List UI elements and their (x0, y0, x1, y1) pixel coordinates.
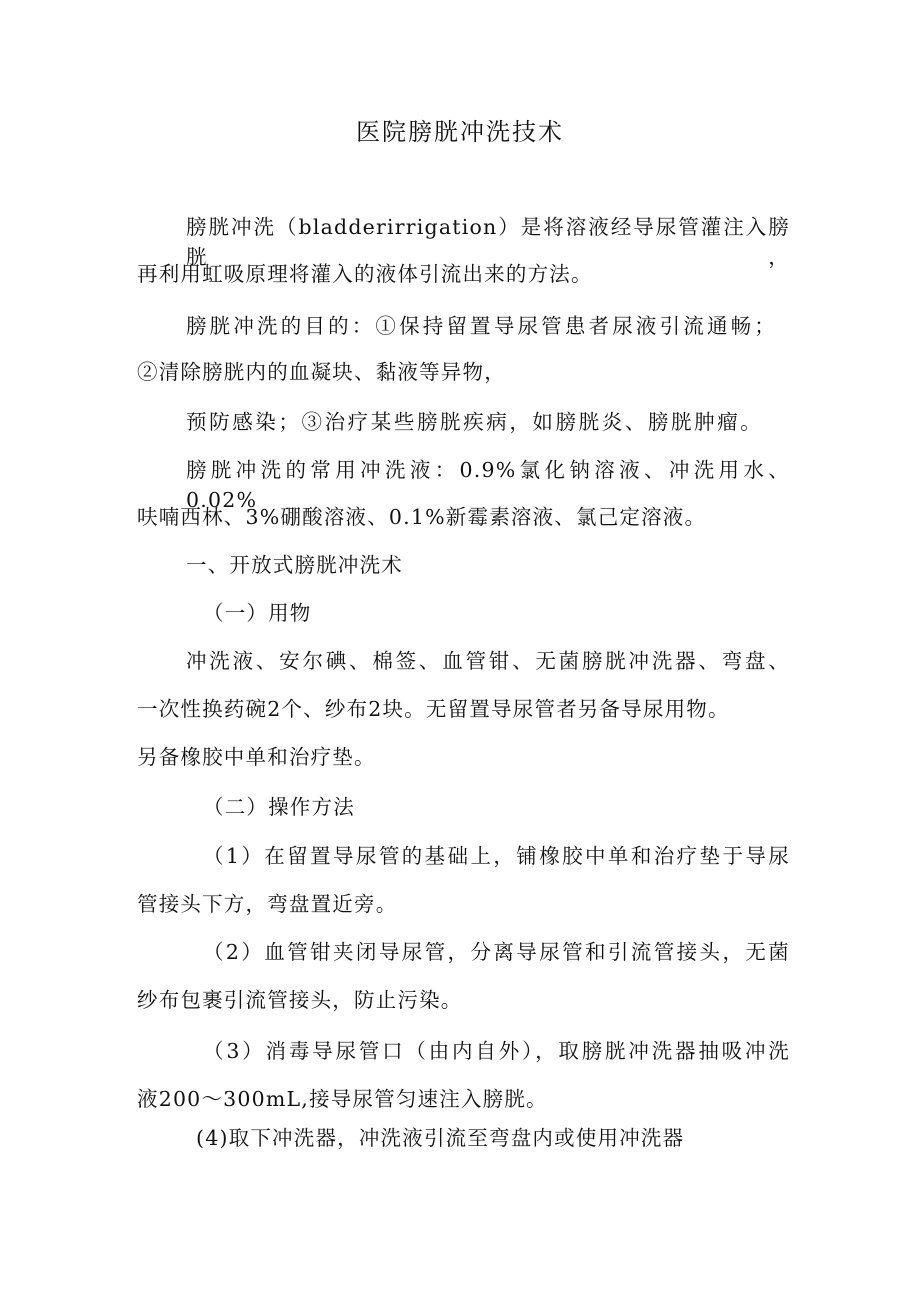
paragraph-line: ②清除膀胱内的血凝块、黏液等异物， (137, 360, 506, 384)
paragraph-line: (4)取下冲洗器，冲洗液引流至弯盘内或使用冲洗器 (196, 1126, 685, 1150)
paragraph-line: （2）血管钳夹闭导尿管，分离导尿管和引流管接头，无菌 (203, 940, 790, 964)
page-title: 医院膀胱冲洗技术 (356, 118, 564, 146)
paragraph-line: 冲洗液、安尔碘、棉签、血管钳、无菌膀胱冲洗器、弯盘、 (186, 649, 790, 673)
paragraph-line: 膀胱冲洗的目的：①保持留置导尿管患者尿液引流通畅； (186, 314, 776, 338)
paragraph-line: 呋喃西林、3%硼酸溶液、0.1%新霉素溶液、氯己定溶液。 (137, 505, 707, 529)
paragraph-line: 纱布包裹引流管接头，防止污染。 (137, 988, 463, 1012)
paragraph-line: （3）消毒导尿管口（由内自外），取膀胱冲洗器抽吸冲洗 (203, 1039, 790, 1063)
paragraph-line: 液200～300mL,接导尿管匀速注入膀胱。 (137, 1087, 548, 1111)
paragraph-line: 一次性换药碗2个、纱布2块。无留置导尿管者另备导尿用物。 (137, 697, 730, 721)
section-heading: 一、开放式膀胱冲洗术 (186, 553, 403, 577)
paragraph-line: 再利用虹吸原理将灌入的液体引流出来的方法。 (137, 262, 593, 286)
paragraph-line: 膀胱冲洗的常用冲洗液：0.9%氯化钠溶液、冲洗用水、0.02% (186, 458, 790, 512)
paragraph-line: 预防感染；③治疗某些膀胱疾病，如膀胱炎、膀胱肿瘤。 (186, 410, 762, 434)
paragraph-line: 管接头下方，弯盘置近旁。 (137, 892, 398, 916)
paragraph-line: 膀胱冲洗（bladderirrigation）是将溶液经导尿管灌注入膀胱， (186, 215, 790, 269)
subsection-heading: （二）操作方法 (203, 795, 355, 819)
paragraph-line: （1）在留置导尿管的基础上，铺橡胶中单和治疗垫于导尿 (203, 844, 790, 868)
subsection-heading: （一）用物 (203, 601, 312, 625)
paragraph-line: 另备橡胶中单和治疗垫。 (137, 745, 376, 769)
